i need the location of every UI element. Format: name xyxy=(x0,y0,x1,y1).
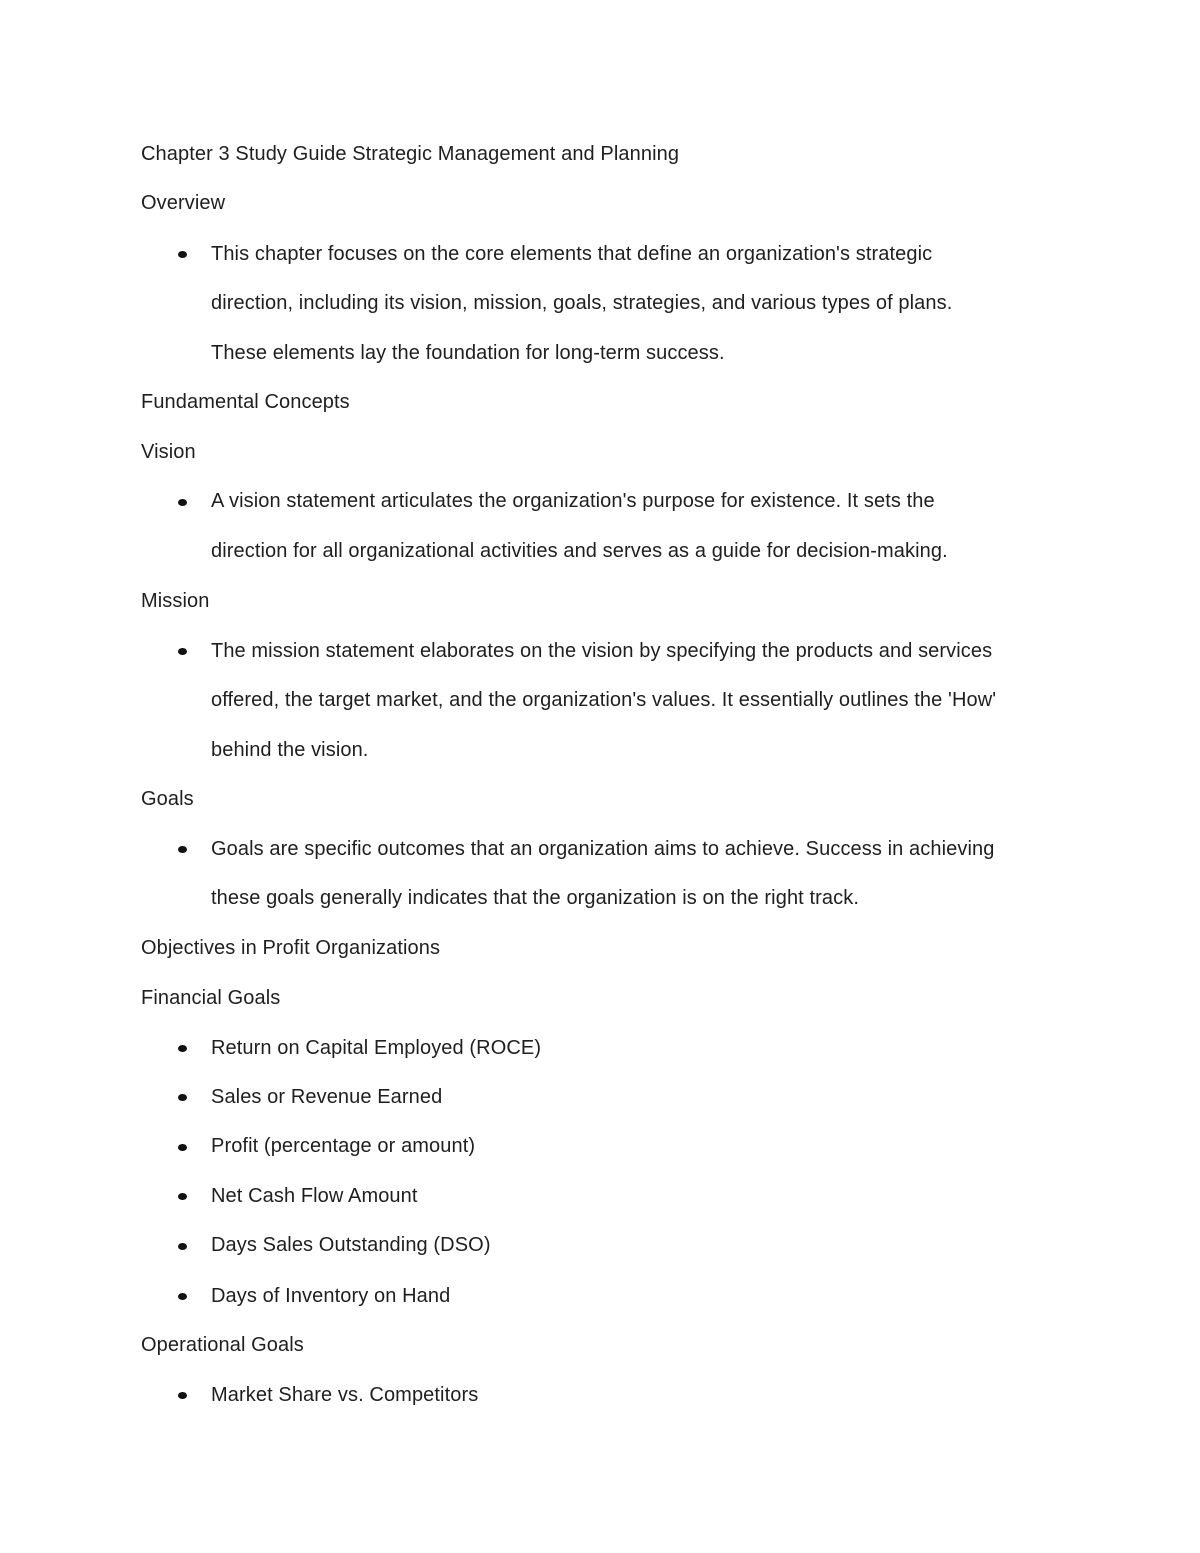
overview-line-2: direction, including its vision, mission, goals, strategies, and various types of plans. xyxy=(211,292,953,314)
heading-objectives-profit: Objectives in Profit Organizations xyxy=(141,937,441,959)
list-item: Profit (percentage or amount) xyxy=(211,1135,476,1157)
bullet-icon xyxy=(178,251,187,258)
heading-operational-goals: Operational Goals xyxy=(141,1334,304,1356)
goals-line-1: Goals are specific outcomes that an organization aims to achieve. Success in achieving xyxy=(211,838,995,860)
bullet-icon xyxy=(178,1144,187,1151)
heading-vision: Vision xyxy=(141,441,196,463)
bullet-icon xyxy=(178,1392,187,1399)
list-item: Return on Capital Employed (ROCE) xyxy=(211,1037,542,1059)
list-item: Net Cash Flow Amount xyxy=(211,1185,418,1207)
bullet-icon xyxy=(178,499,187,506)
page-title: Chapter 3 Study Guide Strategic Management and Planning xyxy=(141,143,680,165)
bullet-icon xyxy=(178,1243,187,1250)
vision-line-2: direction for all organizational activities and serves as a guide for decision-making. xyxy=(211,540,948,562)
overview-line-3: These elements lay the foundation for long-term success. xyxy=(211,342,725,364)
heading-overview: Overview xyxy=(141,192,226,214)
bullet-icon xyxy=(178,1094,187,1101)
bullet-icon xyxy=(178,1193,187,1200)
bullet-icon xyxy=(178,648,187,655)
list-item: Sales or Revenue Earned xyxy=(211,1086,443,1108)
mission-line-3: behind the vision. xyxy=(211,739,369,761)
heading-fundamental-concepts: Fundamental Concepts xyxy=(141,391,350,413)
heading-mission: Mission xyxy=(141,590,210,612)
overview-line-1: This chapter focuses on the core elements that define an organization's strategic xyxy=(211,243,933,265)
goals-line-2: these goals generally indicates that the organization is on the right track. xyxy=(211,887,859,909)
bullet-icon xyxy=(178,1045,187,1052)
mission-line-2: offered, the target market, and the organization's values. It essentially outlines the 'How' xyxy=(211,689,997,711)
list-item: Days of Inventory on Hand xyxy=(211,1285,451,1307)
bullet-icon xyxy=(178,846,187,853)
list-item: Market Share vs. Competitors xyxy=(211,1384,479,1406)
vision-line-1: A vision statement articulates the organization's purpose for existence. It sets the xyxy=(211,490,935,512)
list-item: Days Sales Outstanding (DSO) xyxy=(211,1234,491,1256)
bullet-icon xyxy=(178,1293,187,1300)
mission-line-1: The mission statement elaborates on the vision by specifying the products and services xyxy=(211,640,993,662)
heading-financial-goals: Financial Goals xyxy=(141,987,281,1009)
heading-goals: Goals xyxy=(141,788,194,810)
